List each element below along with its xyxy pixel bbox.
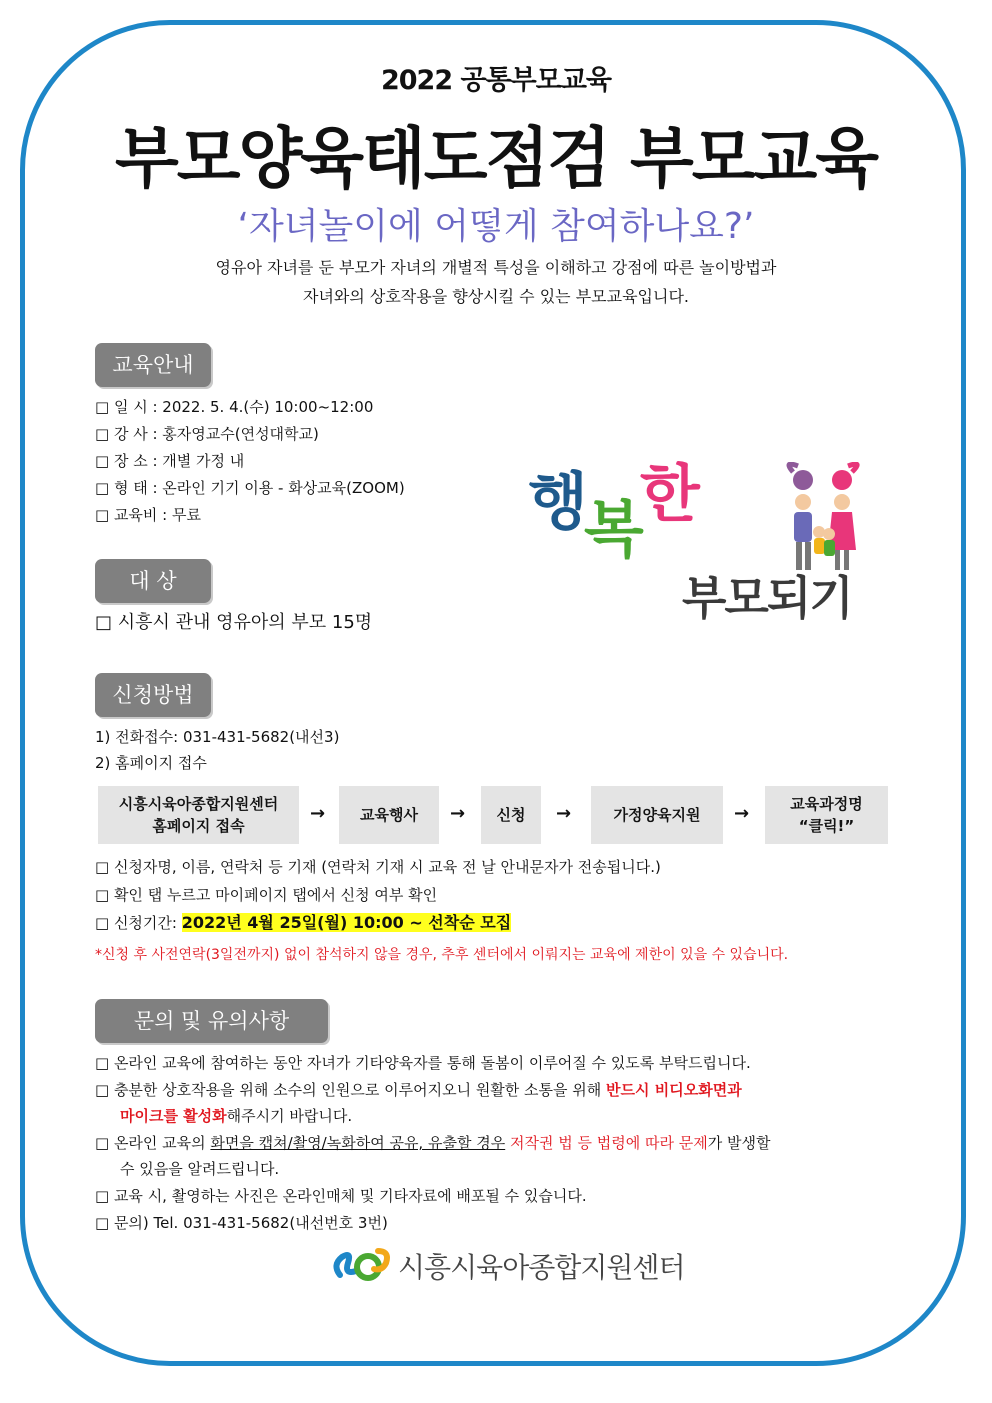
happy-logo-bok: 복	[583, 493, 640, 566]
section-edu-info: 교육안내	[95, 343, 211, 387]
step-apply: 신청	[481, 786, 541, 844]
target-text: □ 시흥시 관내 영유아의 부모 15명	[95, 612, 373, 633]
section-apply: 신청방법	[95, 673, 211, 717]
intro-text	[0, 253, 992, 311]
edu-item-date: □ 일 시 : 2022. 5. 4.(수) 10:00~12:00	[95, 398, 374, 416]
apply-period	[95, 913, 511, 933]
step-edu-event: 교육행사	[339, 786, 439, 844]
apply-period-value: 2022년 4월 25일(월) 10:00 ~ 선착순 모집	[181, 913, 512, 932]
apply-method-web: 2) 홈페이지 접수	[95, 754, 207, 772]
happy-logo-subtext: 부모되기	[682, 571, 852, 625]
section-target: 대 상	[95, 559, 211, 603]
apply-period-label: □ 신청기간:	[95, 914, 182, 932]
inquiry-item-2-emphasis: 반드시 비디오화면과	[606, 1081, 742, 1099]
inquiry-contact: □ 문의) Tel. 031-431-5682(내선번호 3번)	[95, 1214, 388, 1232]
inquiry-item-3	[95, 1133, 770, 1153]
step-arrow: →	[734, 803, 750, 824]
footer-logo	[330, 1245, 685, 1287]
apply-note-1: □ 신청자명, 이름, 연락처 등 기재 (연락처 기재 시 교육 전 날 안내문자가 전송됩니다.)	[95, 858, 661, 876]
inquiry-item-2-emphasis-2: 마이크를 활성화	[120, 1107, 227, 1125]
page-title: 부모양육태도점검 부모교육	[114, 120, 878, 197]
inquiry-item-3-cont: 수 있음을 알려드립니다.	[120, 1160, 280, 1178]
inquiry-item-2	[95, 1080, 742, 1100]
apply-note-2: □ 확인 탭 누르고 마이페이지 탭에서 신청 여부 확인	[95, 886, 438, 904]
step-click-course: 교육과정명 “클릭!”	[765, 786, 888, 844]
step-arrow: →	[450, 803, 466, 824]
subtitle: 2022 공통부모교육	[380, 65, 612, 96]
intro-line-1: 영유아 자녀를 둔 부모가 자녀의 개별적 특성을 이해하고 강점에 따른 놀이방법과	[215, 258, 777, 277]
step-home-support: 가정양육지원	[591, 786, 723, 844]
inquiry-item-1: □ 온라인 교육에 참여하는 동안 자녀가 기타양육자를 통해 돌봄이 이루어질 수 있도록 부탁드립니다.	[95, 1054, 751, 1072]
inquiry-item-3-red: 저작권 법 등 법령에 따라 문제	[505, 1134, 708, 1152]
step-homepage: 시흥시육아종합지원센터 홈페이지 접속	[98, 786, 299, 844]
section-inquiry: 문의 및 유의사항	[95, 999, 328, 1043]
edu-item-lecturer: □ 강 사 : 홍자영교수(연성대학교)	[95, 425, 319, 443]
inquiry-item-3-underline: 화면을 캡쳐/촬영/녹화하여 공유, 유출할 경우	[210, 1134, 506, 1152]
inquiry-item-4: □ 교육 시, 촬영하는 사진은 온라인매체 및 기타자료에 배포될 수 있습니다.	[95, 1187, 587, 1205]
family-illustration	[778, 462, 870, 574]
inquiry-item-3-tail: 가 발생할	[707, 1134, 771, 1152]
edu-item-fee: □ 교육비 : 무료	[95, 506, 201, 524]
edu-item-place: □ 장 소 : 개별 가정 내	[95, 452, 245, 470]
happy-logo-haeng: 행	[528, 465, 584, 538]
apply-warning: *신청 후 사전연락(3일전까지) 없이 참석하지 않을 경우, 추후 센터에서 이뤄지는 교육에 제한이 있을 수 있습니다.	[95, 947, 789, 963]
inquiry-item-2-text: □ 충분한 상호작용을 위해 소수의 인원으로 이루어지오니 원활한 소통을 위해	[95, 1081, 607, 1099]
edu-item-format: □ 형 태 : 온라인 기기 이용 - 화상교육(ZOOM)	[95, 479, 405, 497]
inquiry-item-2-cont	[120, 1106, 352, 1126]
happy-logo-text	[528, 452, 696, 566]
happy-logo-han: 한	[639, 457, 696, 530]
step-arrow: →	[556, 803, 572, 824]
quote-title: ‘자녀놀이에 어떻게 참여하나요?’	[237, 206, 755, 247]
step-arrow: →	[310, 803, 326, 824]
inquiry-item-3-text: □ 온라인 교육의	[95, 1134, 211, 1152]
center-name: 시흥시육아종합지원센터	[398, 1251, 685, 1284]
center-logo-icon	[330, 1245, 392, 1287]
apply-method-phone: 1) 전화접수: 031-431-5682(내선3)	[95, 728, 340, 746]
intro-line-2: 자녀와의 상호작용을 향상시킬 수 있는 부모교육입니다.	[302, 287, 689, 306]
inquiry-item-2-tail: 해주시기 바랍니다.	[226, 1107, 353, 1125]
